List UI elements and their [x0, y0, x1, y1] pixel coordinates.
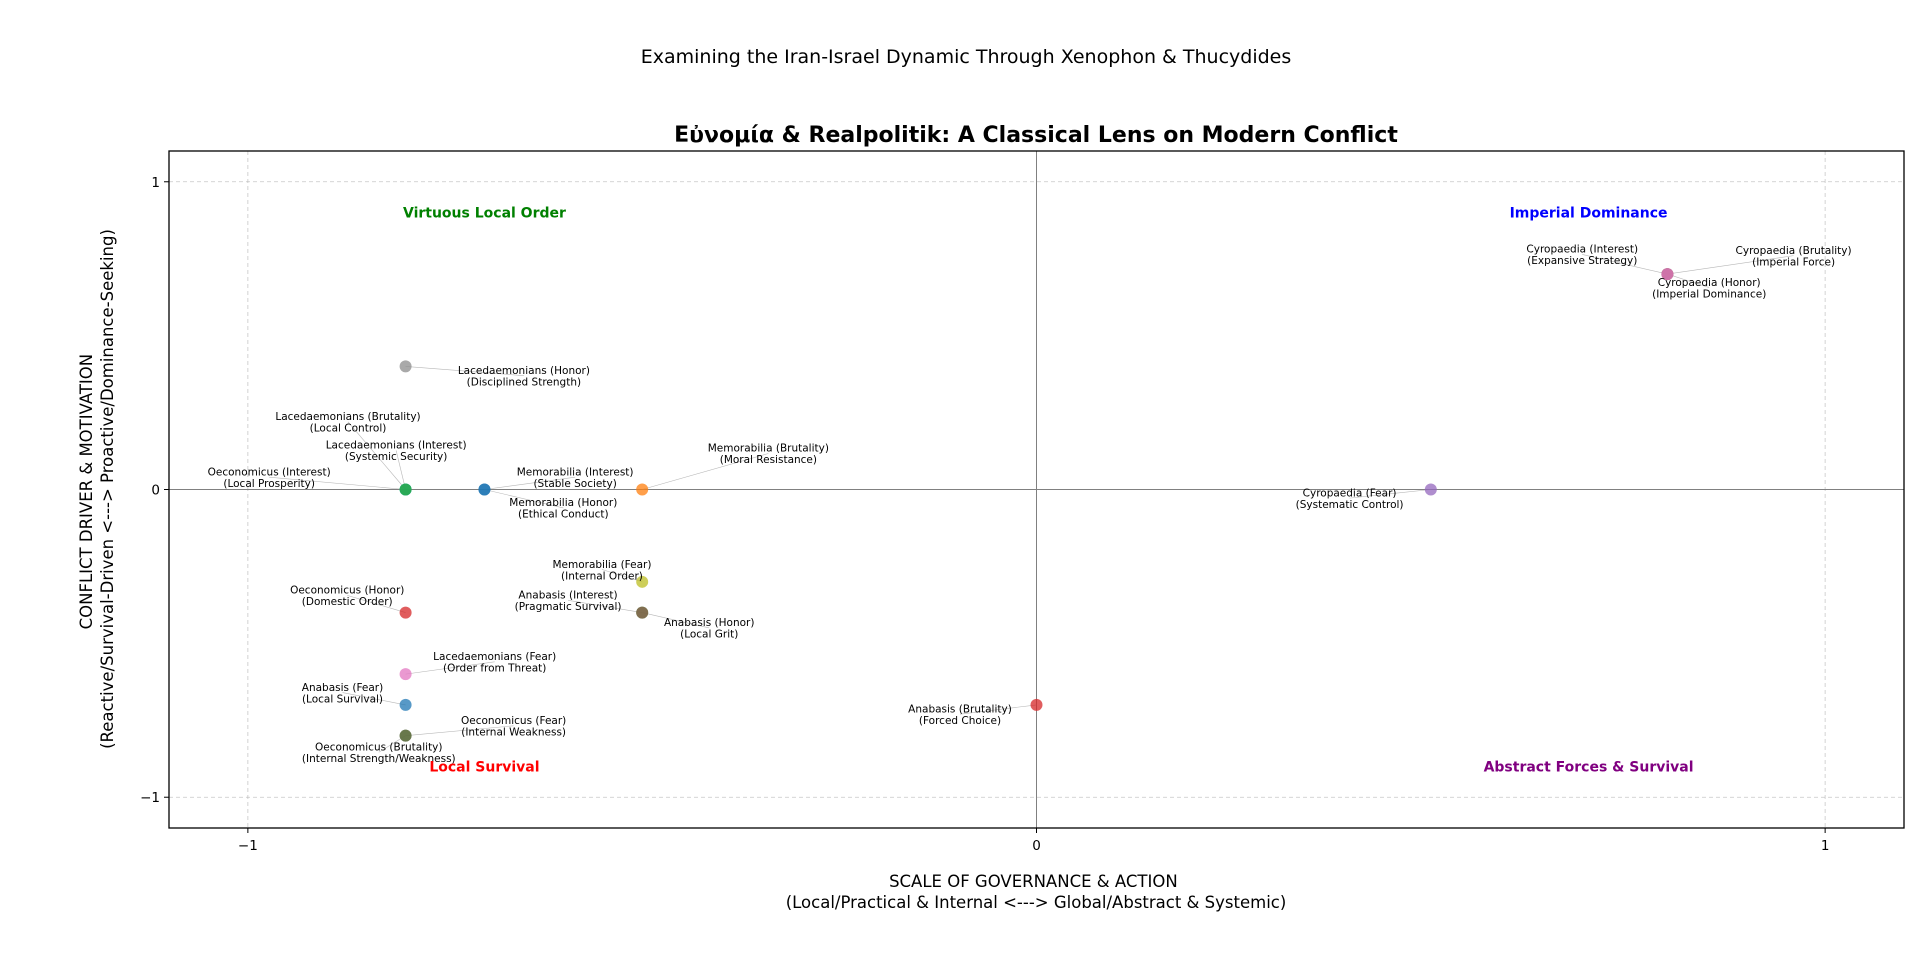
point-label: Lacedaemonians (Brutality) (Local Control): [275, 411, 421, 435]
data-labels: [208, 244, 1852, 765]
point-label: Anabasis (Honor) (Local Grit): [663, 617, 755, 641]
point-label: Cyropaedia (Honor) (Imperial Dominance): [1652, 276, 1767, 301]
point-label: Lacedaemonians (Honor) (Disciplined Strength): [457, 364, 590, 389]
y-tick-label: 1: [151, 174, 160, 191]
data-point: [636, 484, 648, 496]
point-label: Memorabilia (Brutality) (Moral Resistance): [707, 442, 829, 467]
x-axis-label: [786, 872, 1287, 912]
x-tick-label: 0: [1032, 838, 1041, 854]
x-axis-label-line1: SCALE OF GOVERNANCE & ACTION: [889, 872, 1178, 891]
point-label: Anabasis (Brutality) (Forced Choice): [908, 703, 1012, 727]
data-point: [400, 730, 412, 742]
quadrant-label: Virtuous Local Order: [402, 205, 566, 222]
data-point: [400, 607, 412, 619]
quadrant-label: Abstract Forces & Survival: [1483, 759, 1694, 776]
point-label: Oeconomicus (Brutality) (Internal Strength/Weakness): [301, 741, 456, 766]
y-tick-label: 0: [151, 482, 160, 499]
point-label: Memorabilia (Honor) (Ethical Conduct): [509, 497, 618, 521]
point-label: Oeconomicus (Interest) (Local Prosperity): [207, 466, 331, 490]
data-point: [400, 484, 412, 496]
y-axis-label-line2: (Reactive/Survival-Driven <---> Proactive/Dominance-Seeking): [98, 229, 117, 749]
quadrant-labels: [403, 206, 1694, 776]
point-label: Cyropaedia (Fear) (Systematic Control): [1295, 487, 1404, 511]
x-tick-label: −1: [237, 838, 258, 854]
point-label: Anabasis (Interest) (Pragmatic Survival): [514, 589, 622, 614]
point-label: Cyropaedia (Interest) (Expansive Strategy): [1526, 243, 1639, 268]
data-point: [400, 668, 412, 680]
point-label: Oeconomicus (Honor) (Domestic Order): [290, 584, 405, 609]
y-axis-label: [77, 229, 117, 749]
quadrant-label: Local Survival: [429, 759, 540, 776]
quadrant-label: Imperial Dominance: [1509, 205, 1668, 222]
point-label: Oeconomicus (Fear) (Internal Weakness): [461, 715, 567, 739]
data-point: [400, 360, 412, 372]
point-label: Memorabilia (Fear) (Internal Order): [552, 558, 652, 583]
point-label: Anabasis (Fear) (Local Survival): [301, 681, 384, 706]
chart-title: Εὐνομία & Realpolitik: A Classical Lens on Modern Conflict: [674, 123, 1398, 148]
x-axis-label-line2: (Local/Practical & Internal <---> Global/Abstract & Systemic): [785, 893, 1287, 912]
point-label: Lacedaemonians (Interest) (Systemic Security): [325, 439, 467, 464]
label-leader-lines: [269, 254, 1793, 752]
point-label: Cyropaedia (Brutality) (Imperial Force): [1735, 244, 1852, 269]
data-point: [636, 607, 648, 619]
data-point: [1031, 699, 1043, 711]
y-tick-label: −1: [140, 790, 160, 807]
point-label: Memorabilia (Interest) (Stable Society): [516, 466, 634, 490]
data-point: [478, 484, 490, 496]
figure-suptitle: Examining the Iran-Israel Dynamic Through Xenophon & Thucydides: [640, 46, 1292, 68]
data-point: [400, 699, 412, 711]
data-point: [1425, 484, 1437, 496]
zero-lines: [169, 151, 1904, 828]
y-axis-label-line1: CONFLICT DRIVER & MOTIVATION: [77, 353, 96, 630]
point-label: Lacedaemonians (Fear) (Order from Threat): [433, 651, 557, 675]
x-tick-label: 1: [1820, 838, 1830, 854]
